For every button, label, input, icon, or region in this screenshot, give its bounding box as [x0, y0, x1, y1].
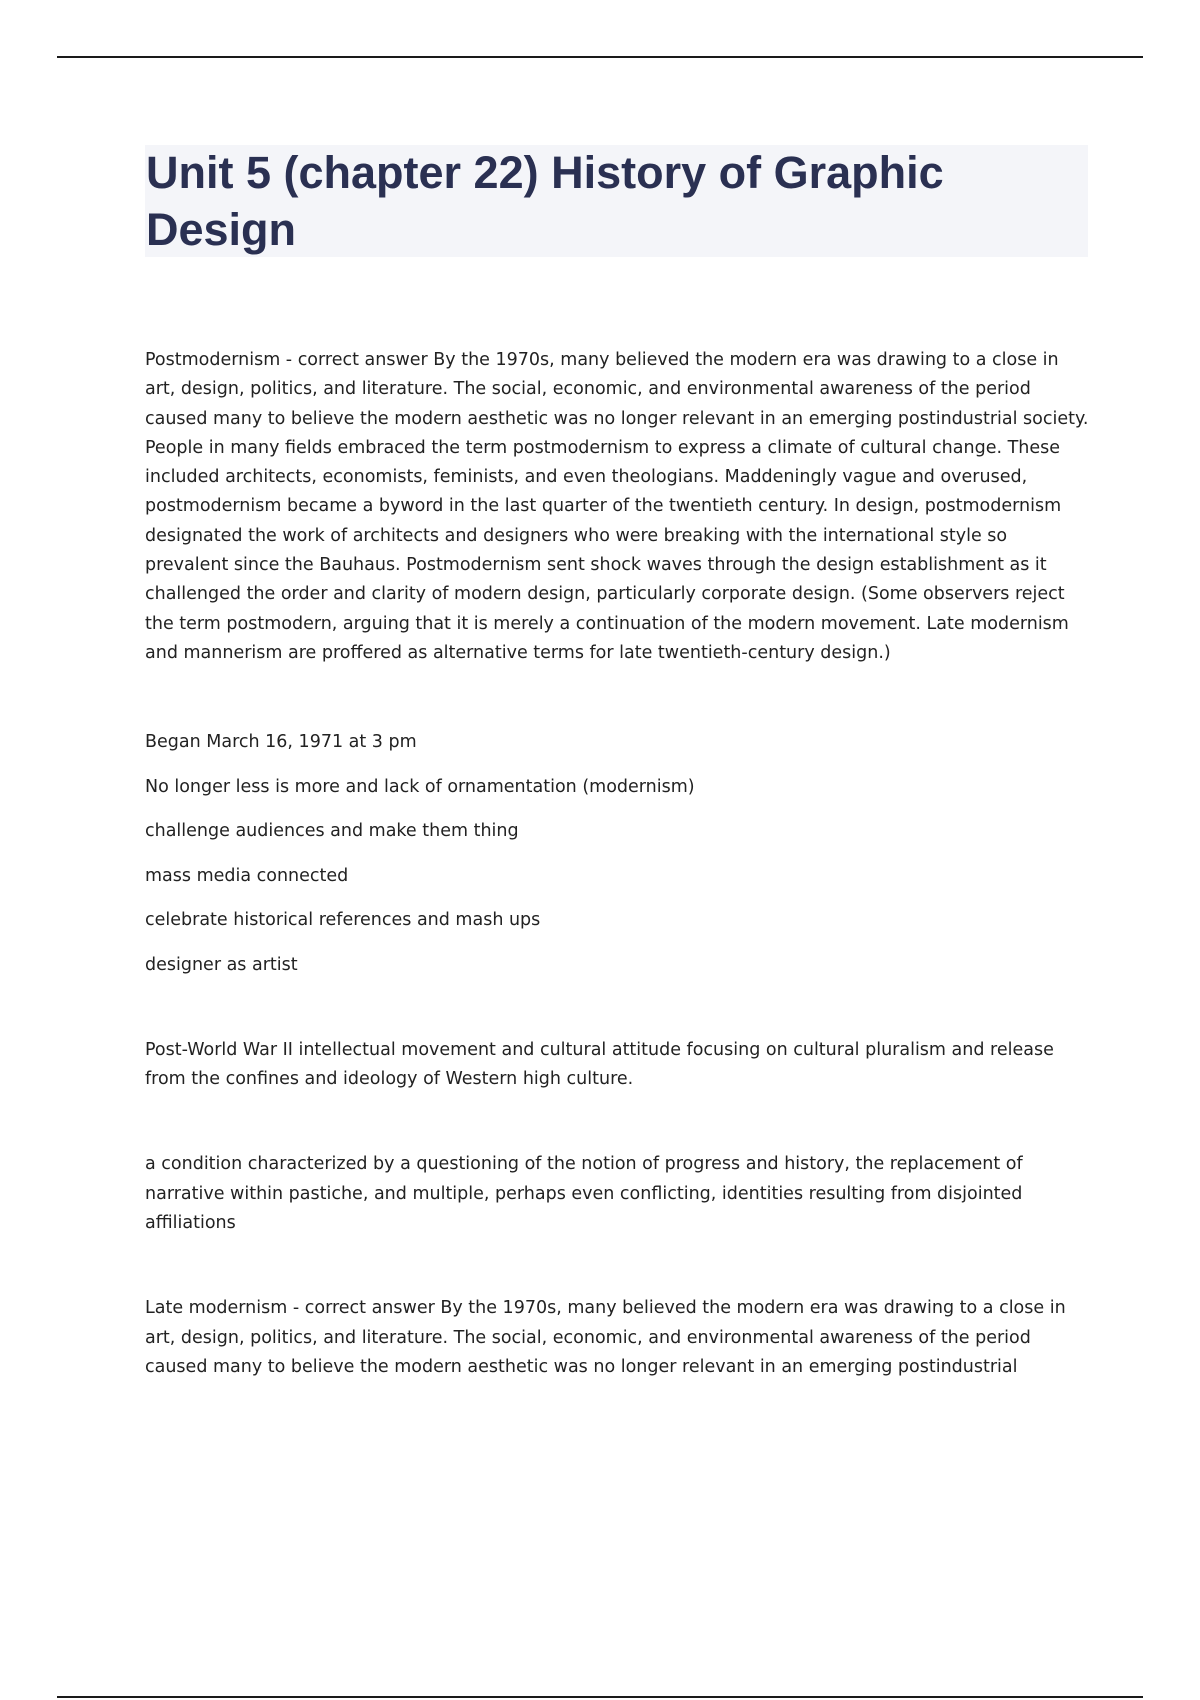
notes-list [145, 728, 1090, 980]
paragraph-condition: a condition characterized by a questioning of the notion of progress and history, the replacement of narrative within pastiche, and multiple, perhaps even conflicting, identities resulting from disjointed affiliations [145, 1154, 1023, 1233]
note-item: challenge audiences and make them thing [145, 821, 519, 842]
paragraph-post-ww2: Post-World War II intellectual movement and cultural attitude focusing on cultural pluralism and release from the confines and ideology of Western high culture. [145, 1039, 1054, 1090]
spacer [145, 1238, 1090, 1294]
note-item: celebrate historical references and mash ups [145, 910, 541, 931]
top-rule [57, 56, 1143, 58]
document-title: Unit 5 (chapter 22) History of Graphic Design [146, 147, 944, 255]
paragraph-late-modernism: Late modernism - correct answer By the 1970s, many believed the modern era was drawing to a close in art, design, politics, and literature. The social, economic, and environmental awareness of the period caused many to believe the modern aesthetic was no longer relevant in an emerging postindustrial [145, 1298, 1066, 1377]
note-item: designer as artist [145, 954, 298, 975]
note-item: No longer less is more and lack of ornamentation (modernism) [145, 776, 695, 797]
note-item: mass media connected [145, 865, 349, 886]
spacer [145, 980, 1090, 1036]
document-body [145, 346, 1090, 1382]
bottom-rule [57, 1696, 1143, 1698]
note-item: Began March 16, 1971 at 3 pm [145, 732, 417, 753]
spacer [145, 668, 1090, 728]
spacer [145, 1094, 1090, 1150]
paragraph-postmodernism: Postmodernism - correct answer By the 1970s, many believed the modern era was drawing to a close in art, design, politics, and literature. The social, economic, and environmental awareness of the period caused many to believe the modern aesthetic was no longer relevant in an emerging postindustrial society. People in many fields embraced the term postmodernism to express a climate of cultural change. These included architects, economists, feminists, and even theologians. Maddeningly vague and overused, postmodernism became a byword in the last quarter of the twentieth century. In design, postmodernism designated the work of architects and designers who were breaking with the international style so prevalent since the Bauhaus. Postmodernism sent shock waves through the design establishment as it challenged the order and clarity of modern design, particularly corporate design. (Some observers reject the term postmodern, arguing that it is merely a continuation of the modern movement. Late modernism and mannerism are proffered as alternative terms for late twentieth-century design.) [145, 350, 1089, 663]
